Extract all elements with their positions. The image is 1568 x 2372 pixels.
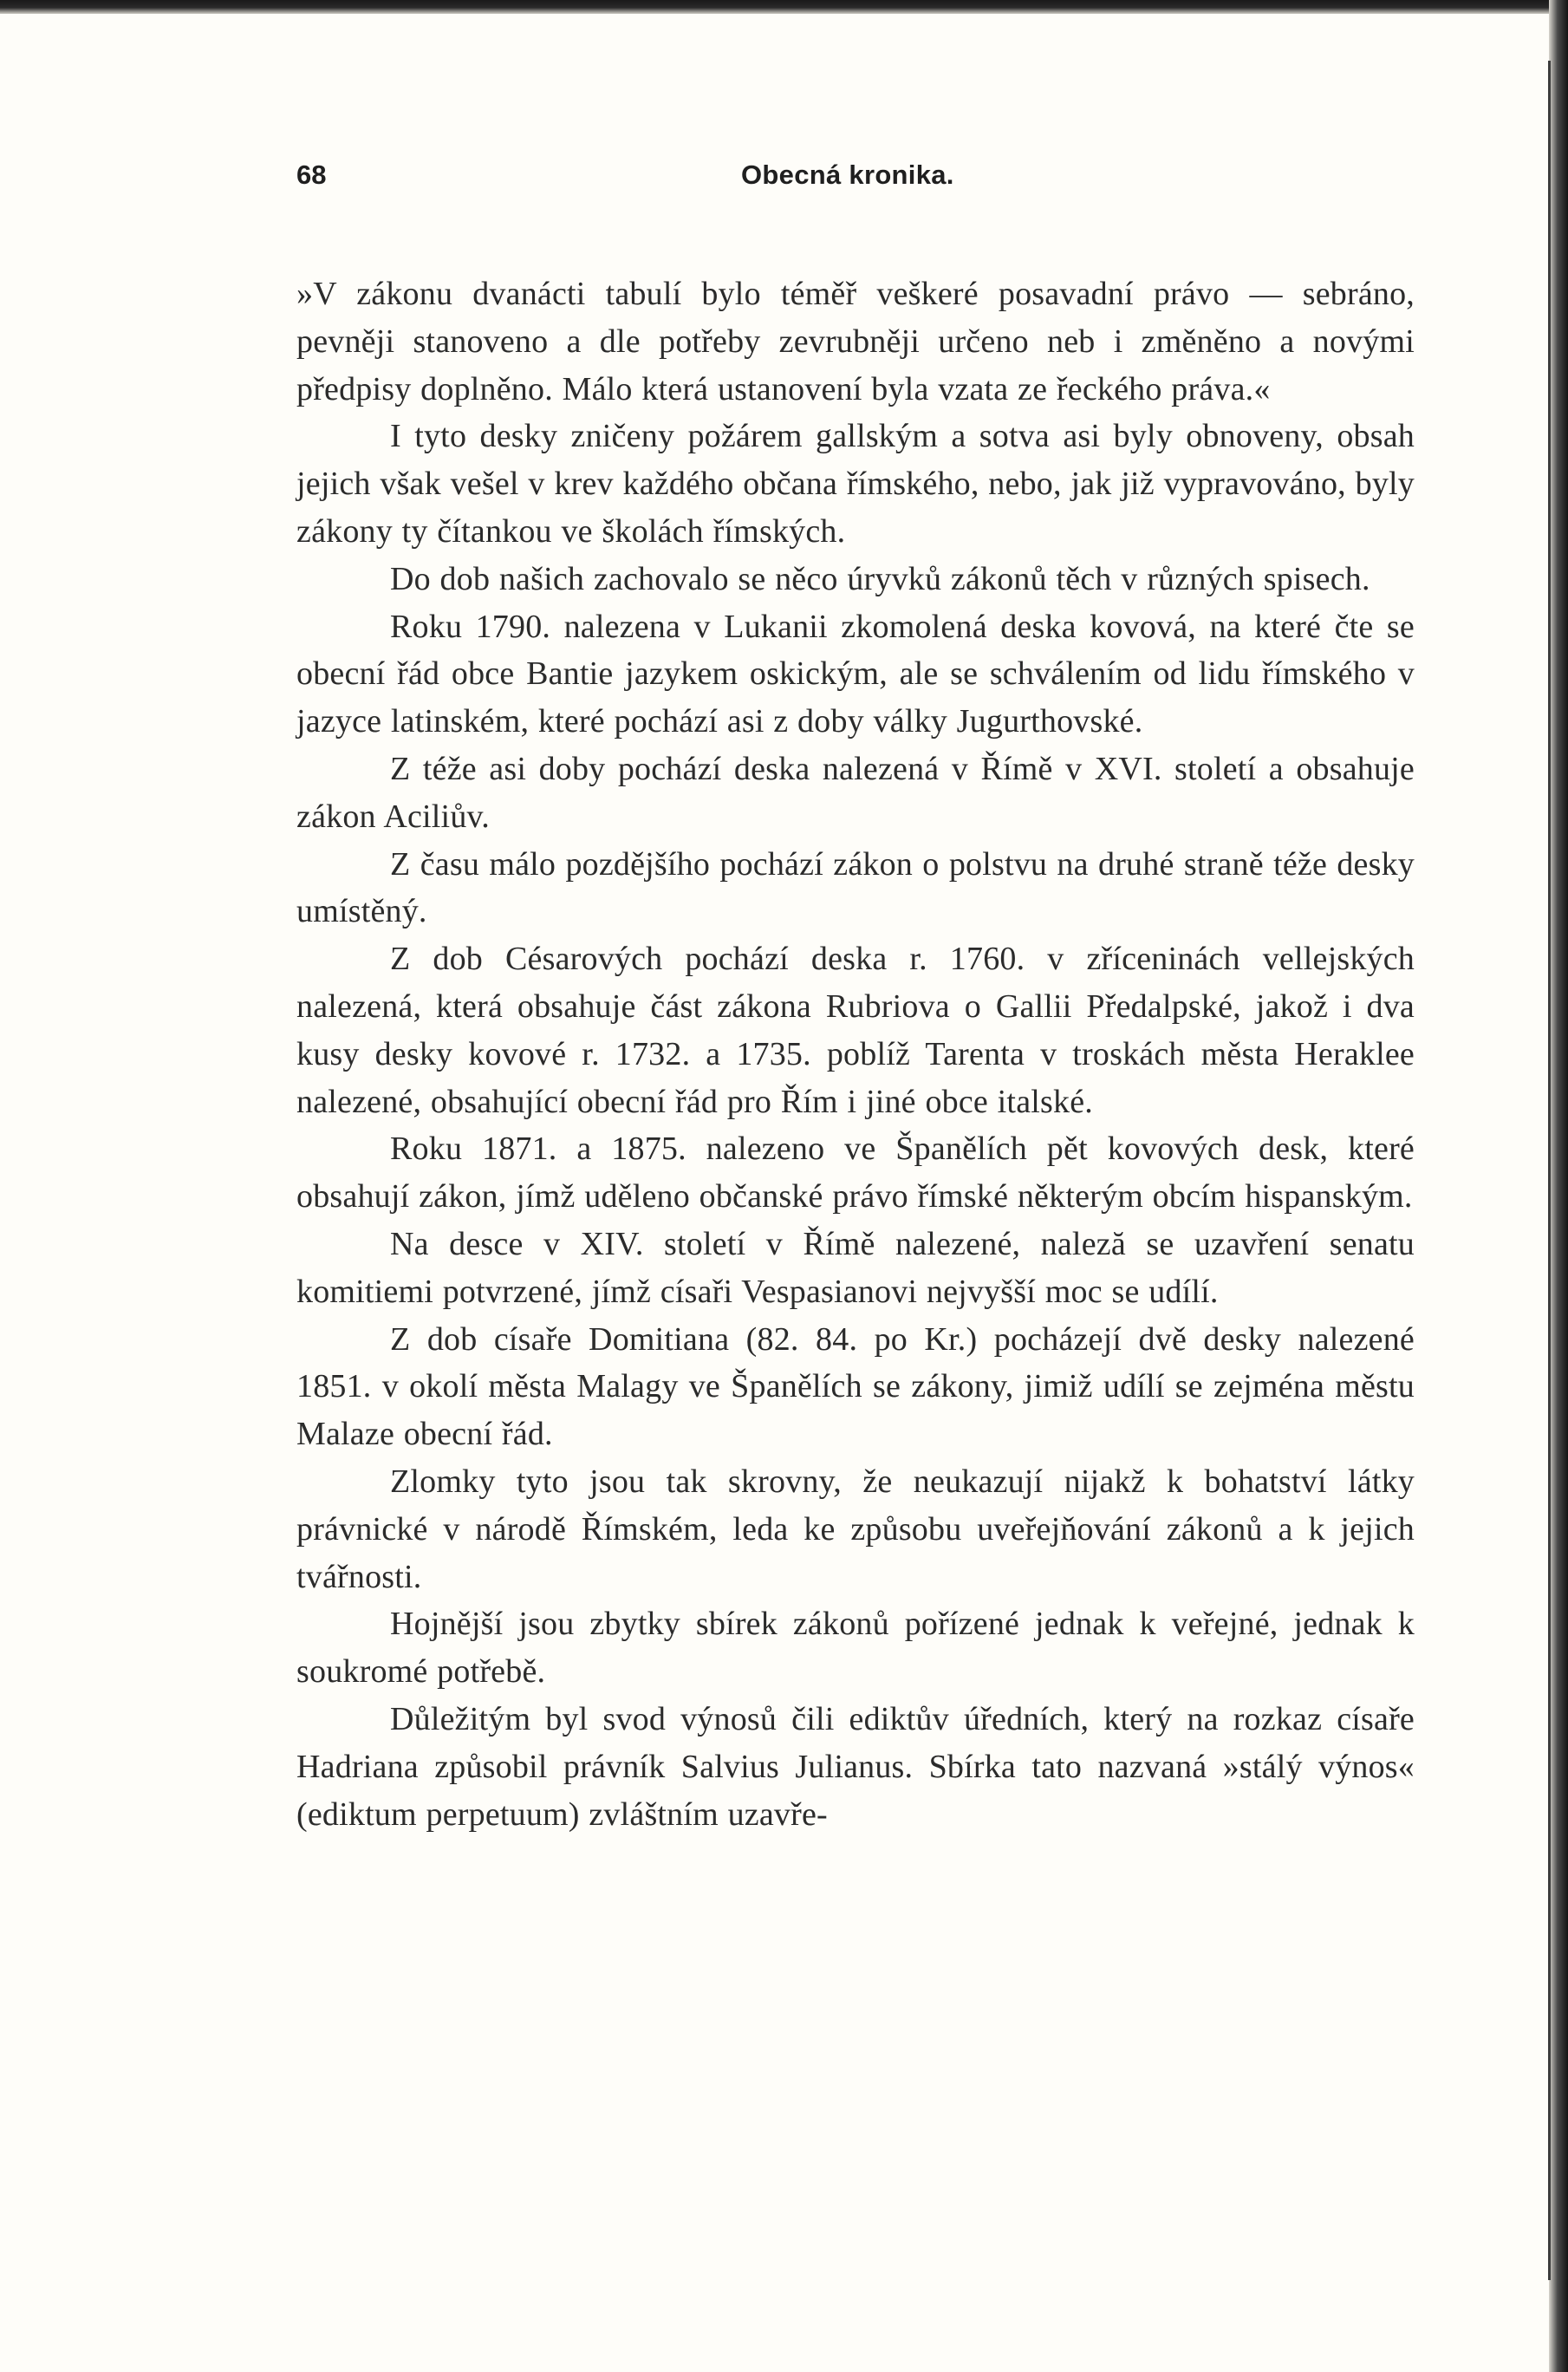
paragraph-2: I tyto desky zničeny požárem gallským a sotva asi byly obnoveny, obsah jejich však vešel v krev každého občana římského, nebo, jak již vypravováno, byly zákony ty čítankou ve školách římských.	[296, 418, 1415, 550]
paragraph-3: Do dob našich zachovalo se něco úryvků zákonů těch v různých spisech.	[390, 560, 1370, 597]
paragraph-6: Z času málo pozdějšího pochází zákon o polstvu na druhé straně téže desky umístěný.	[296, 845, 1415, 930]
paragraph-11: Zlomky tyto jsou tak skrovny, že neukazují nijakž k bohatství látky právnické v národě Římském, leda ke způsobu uveřejňování zákonů a k jejich tvářnosti.	[296, 1463, 1415, 1595]
paragraph-12: Hojnější jsou zbytky sbírek zákonů pořízené jednak k veřejné, jednak k soukromé potřebě.	[296, 1606, 1415, 1691]
paragraph-4: Roku 1790. nalezena v Lukanii zkomolená deska kovová, na které čte se obecní řád obce Bantie jazykem oskickým, ale se schválením od lidu římského v jazyce latinském, které pochází asi z doby války Jugurthovské.	[296, 608, 1415, 740]
scan-right-edge	[1549, 0, 1568, 2372]
paragraph-5: Z téže asi doby pochází deska nalezená v Římě v XVI. století a obsahuje zákon Aciliův.	[296, 750, 1415, 835]
page-number: 68	[296, 160, 327, 190]
paragraph-8: Roku 1871. a 1875. nalezeno ve Španělích pět kovových desk, které obsahují zákon, jímž uděleno občanské právo římské některým obcím hispanským.	[296, 1131, 1415, 1215]
book-page	[296, 156, 1415, 1838]
paragraph-1: »V zákonu dvanácti tabulí bylo téměř veškeré posavadní právo — sebráno, pevněji stanoveno a dle potřeby zevrubněji určeno neb i změněno a novými předpisy doplněno. Málo která ustanovení byla vzata ze řeckého práva.«	[296, 276, 1415, 407]
paragraph-9: Na desce v XIV. století v Římě nalezené, naleză se uzavření senatu komitiemi potvrzené, jímž císaři Vespasianovi nejvyšší moc se udílí.	[296, 1225, 1415, 1310]
paragraph-13: Důležitým byl svod výnosů čili ediktův úředních, který na rozkaz císaře Hadriana způsobil právník Salvius Julianus. Sbírka tato nazvaná »stálý výnos« (ediktum perpetuum) zvláštním uzavře-	[296, 1700, 1415, 1833]
running-title: Obecná kronika.	[741, 160, 954, 190]
page-header	[296, 156, 1415, 199]
paragraph-7: Z dob Césarových pochází deska r. 1760. v zříceninách vellejských nalezená, která obsahuje část zákona Rubriova o Gallii Předalpské, jakož i dva kusy desky kovové r. 1732. a 1735. poblíž Tarenta v troskách města Heraklee nalezené, obsahující obecní řád pro Řím i jiné obce italské.	[296, 941, 1415, 1120]
body-text	[296, 270, 1415, 1838]
paragraph-10: Z dob císaře Domitiana (82. 84. po Kr.) pocházejí dvě desky nalezené 1851. v okolí města Malagy ve Španělích se zákony, jimiž udílí se zejména městu Malaze obecní řád.	[296, 1320, 1415, 1453]
book-spine-line	[1548, 61, 1551, 2280]
scan-top-edge	[0, 0, 1568, 14]
